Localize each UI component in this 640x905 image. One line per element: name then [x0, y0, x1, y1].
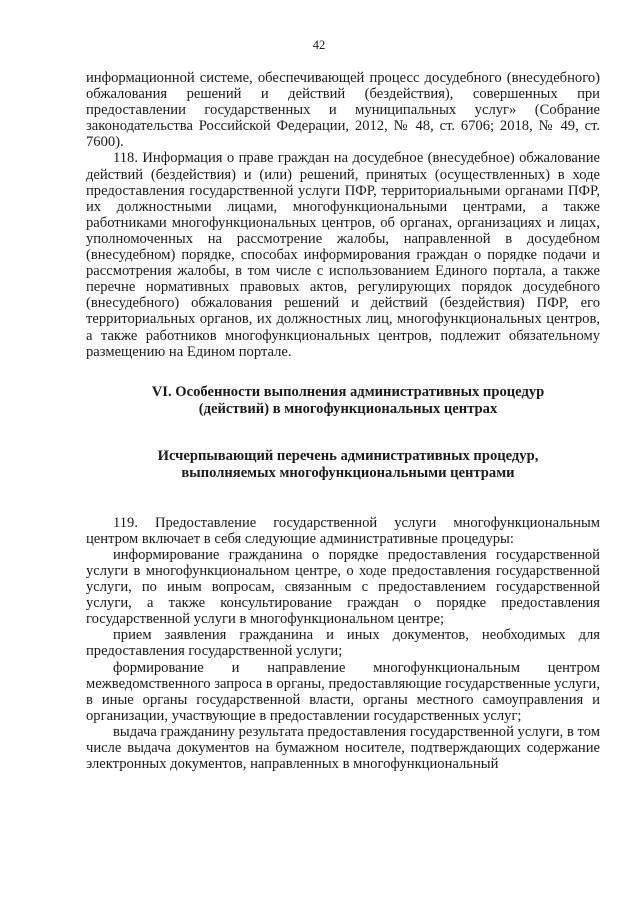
sub-heading-line2: выполняемых многофункциональными центрами [181, 464, 515, 481]
procedure-item-result-delivery: выдача гражданину результата предоставления государственной услуги, в том числе выдача документов на бумажном носителе, подтверждающих содержание электронных документов, направленных в многофункциональный [86, 723, 600, 773]
sub-heading-line1: Исчерпывающий перечень административных процедур, [157, 447, 539, 464]
page-number: 42 [312, 38, 326, 52]
procedure-item-interagency-request: формирование и направление многофункциональным центром межведомственного запроса в органы, предоставляющие государственные услуги, в иные органы государственной власти, органы местного самоуправления и организации, участвующие в предоставлении государственных услуг; [86, 659, 600, 724]
section-heading [86, 384, 600, 418]
procedure-item-reception: прием заявления гражданина и иных документов, необходимых для предоставления государственной услуги; [86, 627, 600, 660]
section-heading-line2: (действий) в многофункциональных центрах [198, 400, 498, 417]
sub-heading [86, 448, 600, 482]
procedures-list [86, 515, 600, 773]
paragraph-continuation: информационной системе, обеспечивающей процесс досудебного (внесудебного) обжалования решений и действий (бездействия), совершенных при предоставлении государственных и муниципальных услуг» (Собрание законодательства Российской Федерации, 2012, № 48, ст. 6706; 2018, № 49, ст. 7600). [86, 70, 600, 151]
section-heading-line1: VI. Особенности выполнения административных процедур [151, 383, 545, 400]
paragraph-119: 119. Предоставление государственной услуги многофункциональным центром включает в себя следующие административные процедуры: [86, 514, 600, 547]
paragraph-118: 118. Информация о праве граждан на досудебное (внесудебное) обжалование действий (бездействия) и (или) решений, принятых (осуществленных) в ходе предоставления государственной услуги ПФР, территориальными органами ПФР, их должностными лицами, многофункциональными центрами, а также работниками многофункциональных центров, об органах, организациях и лицах, уполномоченных на рассмотрение жалобы, направленной в досудебном (внесудебном) порядке, способах информирования граждан о порядке подачи и рассмотрения жалобы, в том числе с использованием Единого портала, а также перечне нормативных правовых актов, регулирующих порядок досудебного (внесудебного) обжалования решений и действий (бездействия) ПФР, его территориальных органов, их должностных лиц, многофункциональных центров, а также работников многофункциональных центров, подлежит обязательному размещению на Едином портале. [86, 150, 600, 360]
procedure-item-informing: информирование гражданина о порядке предоставления государственной услуги в многофункциональном центре, о ходе предоставления государственной услуги, по иным вопросам, связанным с предоставлением государственной услуги, а также консультирование граждан о порядке предоставления государственной услуги в многофункциональном центре; [86, 546, 600, 628]
